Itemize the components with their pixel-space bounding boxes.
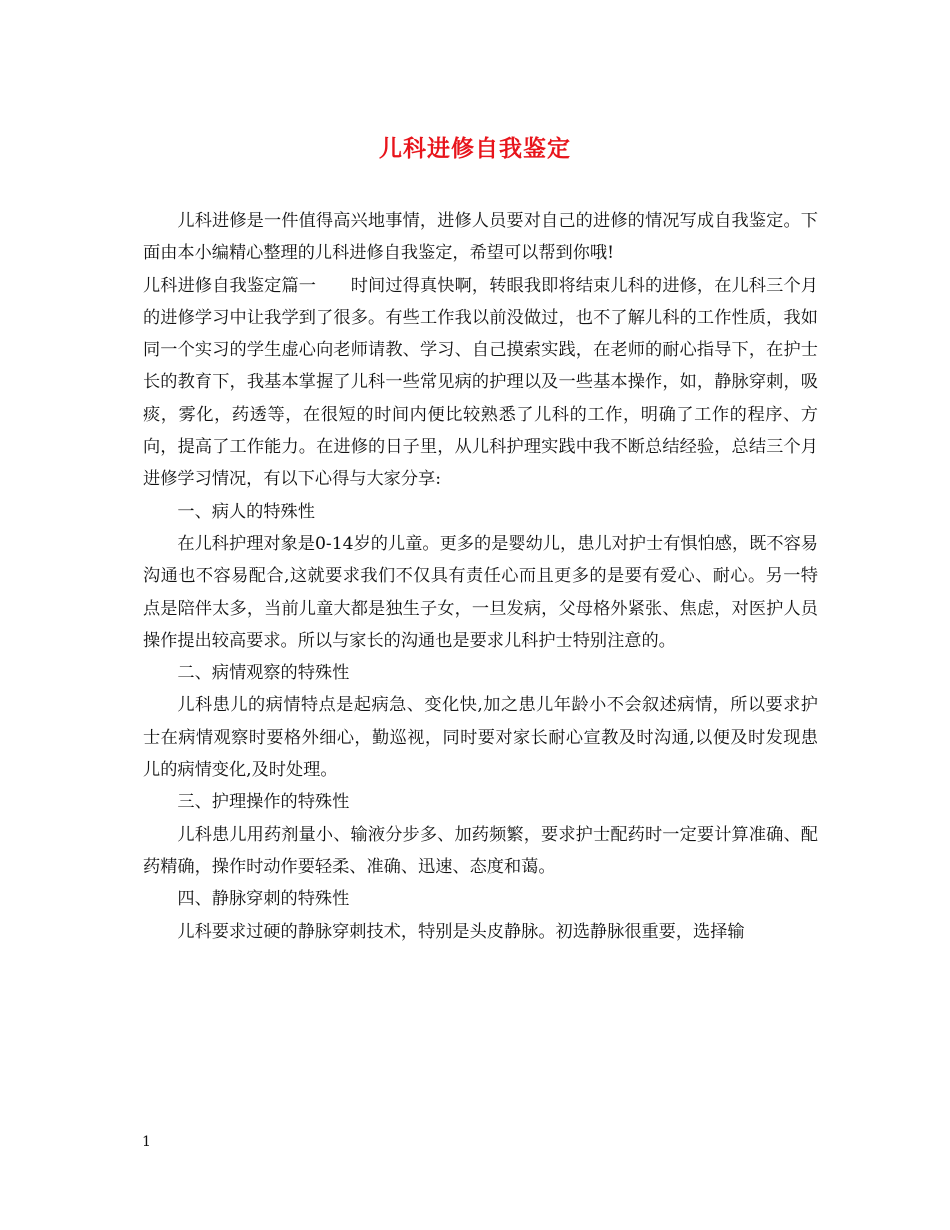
paragraph-section-2: 儿科患儿的病情特点是起病急、变化快,加之患儿年龄小不会叙述病情，所以要求护士在病情观察时要格外细心，勤巡视，同时要对家长耐心宣教及时沟通,以便及时发现患儿的病情变化,及时处理。 bbox=[143, 695, 818, 781]
paragraph-section-4: 儿科要求过硬的静脉穿刺技术，特别是头皮静脉。初选静脉很重要，选择输 bbox=[177, 921, 745, 942]
section-heading-1: 一、病人的特殊性 bbox=[177, 501, 315, 522]
paragraph-section-1: 在儿科护理对象是0-14岁的儿童。更多的是婴幼儿，患儿对护士有惧怕感，既不容易沟通也不容易配合,这就要求我们不仅具有责任心而且更多的是要有爱心、耐心。另一特点是陪伴太多，当前儿童大都是独生子女，一旦发病，父母格外紧张、焦虑，对医护人员操作提出较高要求。所以与家长的沟通也是要求儿科护士特别注意的。 bbox=[143, 533, 818, 651]
section-heading-3: 三、护理操作的特殊性 bbox=[177, 792, 350, 813]
document-body bbox=[143, 205, 818, 948]
section-heading-4: 四、静脉穿刺的特殊性 bbox=[177, 889, 350, 910]
paragraph-intro: 儿科进修是一件值得高兴地事情，进修人员要对自己的进修的情况写成自我鉴定。下面由本小编精心整理的儿科进修自我鉴定，希望可以帮到你哦! bbox=[143, 211, 818, 264]
page-number: 1 bbox=[142, 1134, 151, 1150]
paragraph-section-3: 儿科患儿用药剂量小、输液分步多、加药频繁，要求护士配药时一定要计算准确、配药精确，操作时动作要轻柔、准确、迅速、态度和蔼。 bbox=[143, 824, 818, 877]
paragraph-part-one: 儿科进修自我鉴定篇一 时间过得真快啊，转眼我即将结束儿科的进修，在儿科三个月的进修学习中让我学到了很多。有些工作我以前没做过，也不了解儿科的工作性质，我如同一个实习的学生虚心向老师请教、学习、自己摸索实践，在老师的耐心指导下，在护士长的教育下，我基本掌握了儿科一些常见病的护理以及一些基本操作，如，静脉穿刺，吸痰，雾化，药透等，在很短的时间内便比较熟悉了儿科的工作，明确了工作的程序、方向，提高了工作能力。在进修的日子里，从儿科护理实践中我不断总结经验，总结三个月进修学习情况，有以下心得与大家分享: bbox=[143, 275, 818, 490]
section-heading-2: 二、病情观察的特殊性 bbox=[177, 663, 350, 684]
document-title: 儿科进修自我鉴定 bbox=[379, 135, 571, 162]
